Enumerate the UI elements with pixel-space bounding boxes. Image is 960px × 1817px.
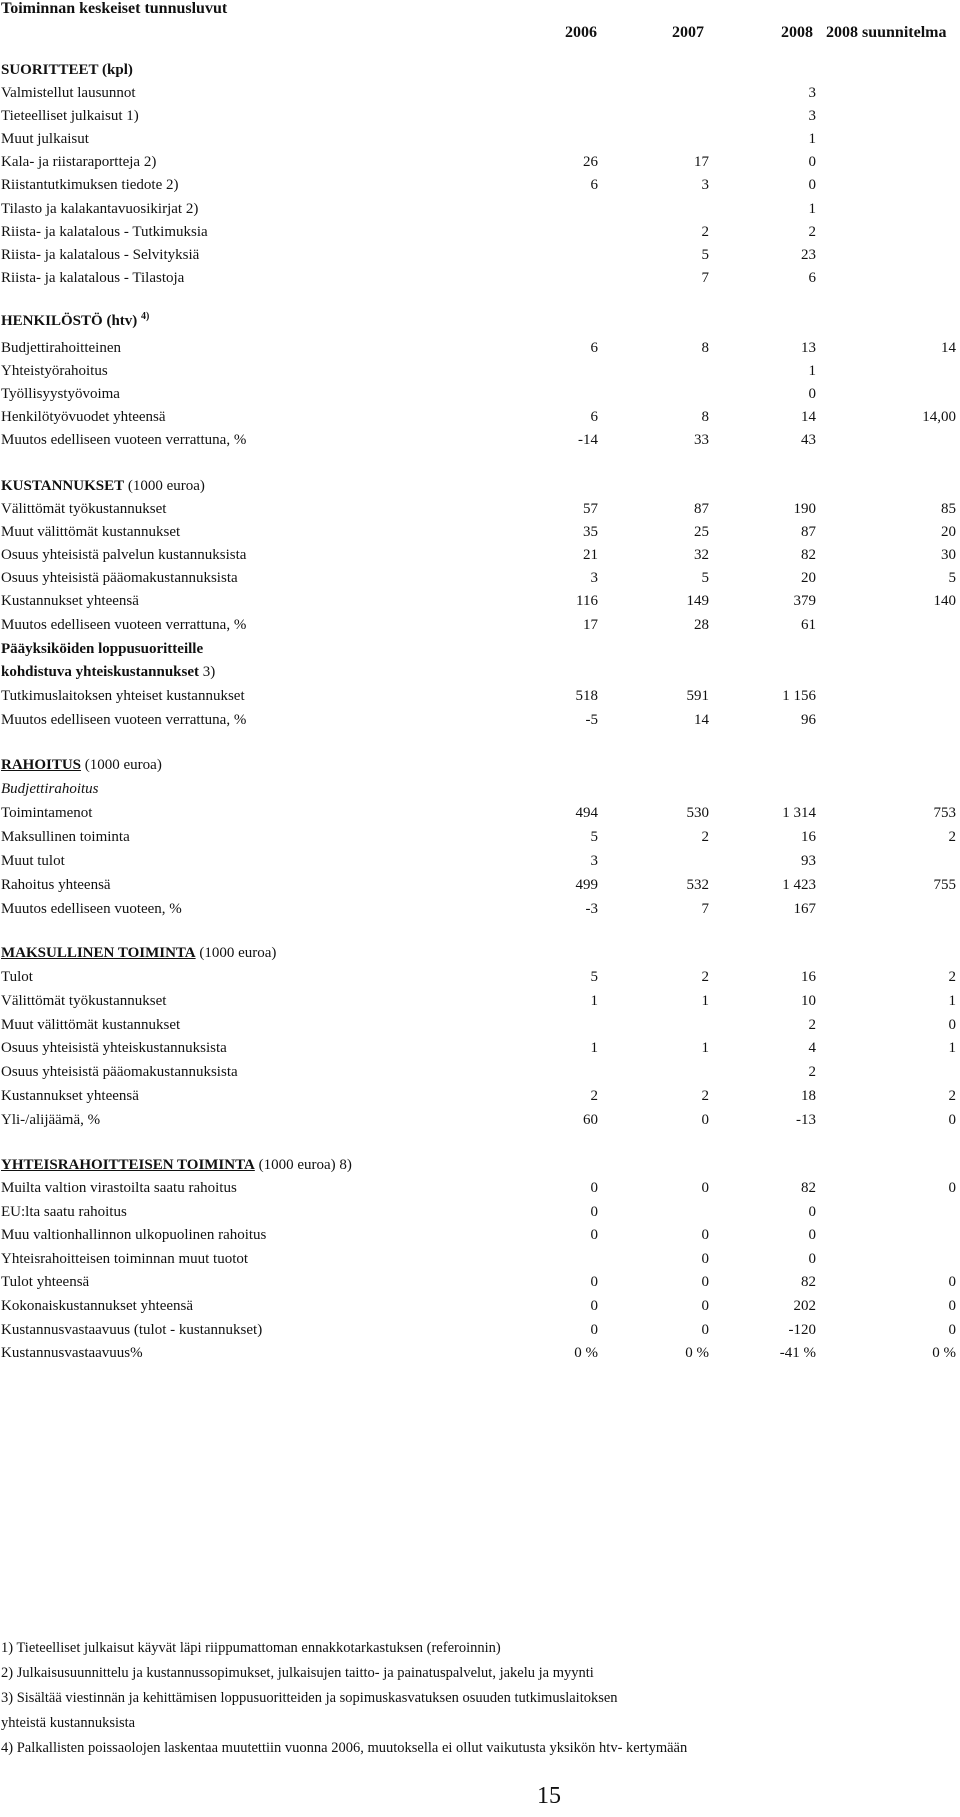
cell-value: 33 [694,432,709,449]
section-heading-kustannukset [0,478,960,500]
cell-value: 2 [808,1016,816,1033]
cell-value: 6 [590,409,598,426]
row-label: Tieteelliset julkaisut 1) [1,108,139,125]
section-heading-kustannukset-title: KUSTANNUKSET [1,478,125,494]
section-heading-yhteisrahoitteinen [0,1157,960,1179]
cell-value: 0 [948,1321,956,1338]
table-row [0,1227,960,1249]
cell-value: 43 [801,432,816,449]
cell-value: 18 [801,1088,816,1104]
row-label: Muut välittömät kustannukset [1,524,181,541]
section-heading-maksullinen-title: MAKSULLINEN TOIMINTA [1,945,196,961]
column-header-2006: 2006 [565,24,597,41]
cell-value: 4 [808,1040,816,1057]
page-title: Toiminnan keskeiset tunnusluvut [1,0,228,17]
column-header-2008: 2008 [781,24,813,41]
cell-value: -120 [788,1321,816,1338]
cell-value: 379 [793,593,816,610]
subheading-suffix: 3) [199,664,216,680]
section-heading-rahoitus [0,757,960,779]
row-label: Kala- ja riistaraportteja 2) [1,154,157,171]
row-label: Riista- ja kalatalous - Tutkimuksia [1,223,208,240]
cell-value: 116 [576,593,598,610]
footnote: 2) Julkaisusuunnittelu ja kustannussopimukset, julkaisujen taitto- ja painatuspalvelut, jakelu ja myynti [1,1665,594,1681]
row-label: Toimintamenot [1,805,93,821]
row-label: Rahoitus yhteensä [1,877,111,893]
cell-value: 13 [801,340,816,356]
table-row [0,177,960,199]
subheading-text: Pääyksiköiden loppusuoritteille [1,641,204,657]
cell-value: 0 [948,1298,956,1314]
cell-value: 499 [575,877,598,893]
table-row [0,247,960,269]
cell-value: 0 [701,1227,709,1244]
cell-value: 3 [808,108,816,125]
cell-value: -13 [796,1111,816,1128]
table-row [0,993,960,1015]
cell-value: -14 [578,432,598,449]
cell-value: -3 [585,901,598,917]
cell-value: 32 [694,547,709,564]
cell-value: 1 156 [782,688,816,704]
cell-value: 3 [808,85,816,101]
row-label: Yhteisrahoitteisen toiminnan muut tuotot [1,1250,249,1267]
cell-value: 6 [808,269,816,286]
cell-value: 2 [701,1088,709,1104]
table-row [0,969,960,991]
cell-value: 82 [801,1274,816,1291]
cell-value: 8 [701,340,709,356]
superscript-note: 4) [141,311,150,322]
table-row [0,1298,960,1320]
cell-value: 20 [941,524,956,541]
cell-value: 0 [808,1227,816,1244]
table-row [0,617,960,639]
table-row [0,432,960,454]
row-label: Muut julkaisut [1,131,89,148]
table-row [0,363,960,385]
row-label: Välittömät työkustannukset [1,501,167,517]
cell-value: 2 [808,1064,816,1081]
cell-value: 755 [933,877,956,893]
cell-value: 494 [575,805,598,821]
cell-value: 6 [590,177,598,194]
row-label: Muut tulot [1,853,65,869]
cell-value: 5 [701,246,709,263]
cell-value: 2 [948,829,956,845]
cell-value: 14 [941,340,956,356]
section-heading-henkilosto [0,311,960,333]
section-heading-suoritteet-title: SUORITTEET (kpl) [1,62,133,78]
cell-value: 10 [801,992,816,1009]
row-label: Muutos edelliseen vuoteen verrattuna, % [1,616,247,633]
table-row [0,1088,960,1110]
row-label: Muu valtionhallinnon ulkopuolinen rahoitus [1,1227,267,1244]
section-heading-maksullinen-suffix: (1000 euroa) [195,945,277,961]
row-label: Maksullinen toiminta [1,829,130,845]
table-row [0,1204,960,1226]
table-row [0,224,960,246]
subheading-text: Budjettirahoitus [1,781,99,797]
cell-value: 1 [948,992,956,1009]
row-label: Osuus yhteisistä yhteiskustannuksista [1,1040,227,1057]
cell-value: 23 [801,246,816,263]
section-heading-yhteisrahoitteinen-title: YHTEISRAHOITTEISEN TOIMINTA [1,1157,255,1173]
table-row [0,1251,960,1273]
cell-value: 591 [686,688,709,704]
section-heading-maksullinen [0,945,960,967]
table-row [0,829,960,851]
subheading-text [1,664,215,681]
cell-value: 6 [590,340,598,356]
cell-value: 5 [701,570,709,587]
cell-value: 1 [701,992,709,1009]
cell-value: 1 [948,1040,956,1057]
row-label: Muut välittömät kustannukset [1,1016,181,1033]
footnote: yhteistä kustannuksista [1,1715,136,1731]
cell-value: 82 [801,1180,816,1196]
cell-value: 1 [590,1040,598,1057]
row-label: Valmistellut lausunnot [1,85,136,101]
row-label: Henkilötyövuodet yhteensä [1,409,166,426]
cell-value: 1 [808,131,816,148]
row-label: Muutos edelliseen vuoteen, % [1,901,182,917]
cell-value: 140 [933,593,956,610]
table-row [0,805,960,827]
section-heading-yhteisrahoitteinen-suffix: (1000 euroa) 8) [254,1157,352,1173]
cell-value: 20 [801,570,816,587]
row-label: Yli-/alijäämä, % [1,1111,101,1128]
cell-value: 25 [694,524,709,541]
cell-value: 17 [583,616,598,633]
table-row [0,1345,960,1367]
row-label: Riista- ja kalatalous - Tilastoja [1,269,185,286]
cell-value: 61 [801,616,816,633]
row-label: Osuus yhteisistä pääomakustannuksista [1,570,238,587]
table-row [0,201,960,223]
cell-value: 0 [590,1274,598,1291]
section-heading-rahoitus-suffix: (1000 euroa) [81,757,162,773]
subheading-line2 [0,664,960,686]
cell-value: 1 314 [782,805,816,821]
table-row [0,1017,960,1039]
table-row [0,901,960,923]
cell-value: 35 [583,524,598,541]
section-heading-rahoitus-title: RAHOITUS [1,757,82,773]
cell-value: -41 % [779,1345,816,1362]
table-row [0,154,960,176]
row-label: Riistantutkimuksen tiedote 2) [1,177,179,194]
footnotes [1,1636,951,1761]
table-row [0,340,960,362]
cell-value: 14,00 [922,409,956,426]
cell-value: 7 [701,269,709,286]
row-label: EU:lta saatu rahoitus [1,1203,127,1220]
cell-value: 93 [801,853,816,869]
cell-value: 0 [701,1180,709,1196]
footnote: 4) Palkallisten poissaolojen laskentaa muutettiin vuonna 2006, muutoksella ei ollut vaikutusta yksikön htv- kertymään [1,1740,688,1756]
section-heading-kustannukset-text [1,478,205,495]
cell-value: 5 [590,829,598,845]
cell-value: 532 [686,877,709,893]
cell-value: 2 [590,1088,598,1104]
cell-value: 3 [590,853,598,869]
table-row [0,547,960,569]
cell-value: 0 [808,1203,816,1220]
table-row [0,1322,960,1344]
cell-value: 87 [694,501,709,517]
table-row [0,409,960,431]
cell-value: 30 [941,547,956,564]
row-label: Osuus yhteisistä pääomakustannuksista [1,1064,238,1081]
section-heading-maksullinen-text [1,945,276,962]
page-number: 15 [537,1783,561,1809]
cell-value: 21 [583,547,598,564]
table-row [0,1112,960,1134]
cell-value: 0 [701,1111,709,1128]
table-row [0,877,960,899]
cell-value: 2 [701,829,709,845]
cell-value: 202 [793,1298,816,1314]
row-label: Riista- ja kalatalous - Selvityksiä [1,246,200,263]
row-label: Tutkimuslaitoksen yhteiset kustannukset [1,688,245,704]
cell-value: 28 [694,616,709,633]
row-label: Kustannukset yhteensä [1,593,139,610]
cell-value: 0 [808,154,816,171]
cell-value: 57 [583,501,598,517]
column-header-2008-plan: 2008 suunnitelma [826,24,947,41]
cell-value: 0 [590,1203,598,1220]
row-label: Välittömät työkustannukset [1,992,167,1009]
cell-value: 2 [701,969,709,985]
section-heading-kustannukset-suffix: (1000 euroa) [124,478,205,494]
cell-value: 0 [808,177,816,194]
cell-value: 190 [793,501,816,517]
cell-value: 16 [801,969,816,985]
cell-value: 14 [801,409,816,426]
cell-value: 0 % [685,1345,709,1362]
cell-value: 14 [694,712,709,728]
cell-value: 2 [808,223,816,240]
cell-value: 1 [808,200,816,217]
footnote: 3) Sisältää viestinnän ja kehittämisen loppusuoritteiden ja sopimuskasvatuksen osuuden tutkimuslaitoksen [1,1690,618,1706]
subheading-budjettirahoitus [0,781,960,803]
table-row [0,85,960,107]
cell-value: 0 [701,1298,709,1314]
cell-value: 0 [701,1250,709,1267]
table-row [0,1064,960,1086]
cell-value: 82 [801,547,816,564]
table-row [0,131,960,153]
cell-value: 1 [808,363,816,380]
subheading-bold: kohdistuva yhteiskustannukset [1,664,199,680]
table-row [0,570,960,592]
cell-value: 0 [948,1016,956,1033]
cell-value: 0 [948,1274,956,1291]
cell-value: 0 [701,1321,709,1338]
row-label: Osuus yhteisistä palvelun kustannuksista [1,547,247,564]
row-label: Muutos edelliseen vuoteen verrattuna, % [1,712,247,728]
cell-value: 1 [590,992,598,1009]
cell-value: 0 [590,1321,598,1338]
table-row [0,270,960,292]
cell-value: 530 [686,805,709,821]
table-row [0,1180,960,1202]
cell-value: 17 [694,154,709,171]
cell-value: 0 [590,1227,598,1244]
row-label: Yhteistyörahoitus [1,363,108,380]
table-row [0,108,960,130]
cell-value: 0 % [574,1345,598,1362]
cell-value: 1 423 [782,877,816,893]
cell-value: 0 % [932,1345,956,1362]
cell-value: 85 [941,501,956,517]
cell-value: 753 [933,805,956,821]
cell-value: 96 [801,712,816,728]
cell-value: 167 [793,901,816,917]
cell-value: 1 [701,1040,709,1057]
cell-value: 87 [801,524,816,541]
cell-value: 16 [801,829,816,845]
table-row [0,386,960,408]
table-row [0,501,960,523]
footnote: 1) Tieteelliset julkaisut käyvät läpi riippumattoman ennakkotarkastuksen (referoinnin) [1,1640,501,1656]
cell-value: 3 [701,177,709,194]
cell-value: 0 [808,1250,816,1267]
row-label: Kustannusvastaavuus (tulot - kustannukset) [1,1321,263,1338]
cell-value: 0 [948,1180,956,1196]
section-heading-suoritteet [0,62,960,84]
row-label: Muutos edelliseen vuoteen verrattuna, % [1,432,247,449]
cell-value: 5 [948,570,956,587]
subheading-line1 [0,641,960,663]
section-heading-suoritteet-text [1,62,133,79]
section-heading-yhteisrahoitteinen-text [1,1157,352,1174]
table-row [0,1040,960,1062]
table-row [0,593,960,615]
cell-value: 3 [590,570,598,587]
row-label: Kustannusvastaavuus% [1,1345,143,1362]
table-row [0,1274,960,1296]
cell-value: -5 [585,712,598,728]
section-heading-henkilosto-text [1,311,149,330]
row-label: Muilta valtion virastoilta saatu rahoitus [1,1180,237,1196]
cell-value: 0 [701,1274,709,1291]
cell-value: 0 [948,1111,956,1128]
row-label: Kustannukset yhteensä [1,1088,139,1104]
cell-value: 518 [575,688,598,704]
cell-value: 149 [686,593,709,610]
cell-value: 5 [590,969,598,985]
cell-value: 26 [583,154,598,171]
cell-value: 7 [701,901,709,917]
cell-value: 2 [948,1088,956,1104]
section-heading-henkilosto-title: HENKILÖSTÖ (htv) [1,313,138,329]
cell-value: 2 [948,969,956,985]
table-row [0,688,960,710]
row-label: Tulot [1,969,33,985]
row-label: Tilasto ja kalakantavuosikirjat 2) [1,200,199,217]
table-row [0,712,960,734]
cell-value: 8 [701,409,709,426]
row-label: Tulot yhteensä [1,1274,90,1291]
table-row [0,524,960,546]
section-heading-rahoitus-text [1,757,162,774]
table-row [0,853,960,875]
cell-value: 60 [583,1111,598,1128]
cell-value: 2 [701,223,709,240]
cell-value: 0 [808,386,816,403]
cell-value: 0 [590,1298,598,1314]
cell-value: 0 [590,1180,598,1196]
row-label: Budjettirahoitteinen [1,340,121,356]
column-header-2007: 2007 [672,24,704,41]
row-label: Työllisyystyövoima [1,386,120,403]
row-label: Kokonaiskustannukset yhteensä [1,1298,194,1314]
